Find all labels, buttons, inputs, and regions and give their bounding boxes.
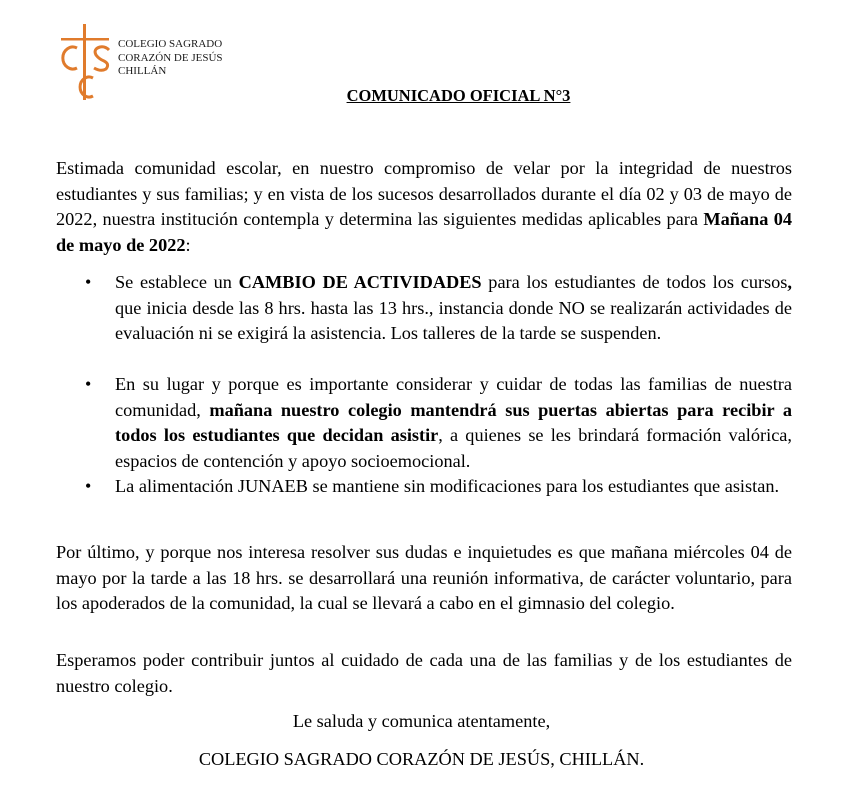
bullet-2-bold: mañana nuestro colegio mantendrá sus puertas abiertas para recibir a todos los estudiantes que decidan asistir <box>115 399 792 445</box>
bullet-icon: • <box>85 374 92 394</box>
closing-greeting <box>0 711 843 732</box>
list-item <box>56 474 792 525</box>
bullet-3-text: La alimentación JUNAEB se mantiene sin modificaciones para los estudiantes que asistan. <box>115 476 780 496</box>
bullet-1-bold: CAMBIO DE ACTIVIDADES <box>238 272 482 292</box>
org-line-2: CORAZÓN DE JESÚS <box>118 51 223 64</box>
bullet-2-pre: En su lugar y porque es importante considerar y cuidar de todas las familias de nuestra comunidad, <box>115 374 792 420</box>
measures-list <box>56 270 792 525</box>
hope-paragraph: Esperamos poder contribuir juntos al cuidado de cada una de las familias y de los estudiantes de nuestro colegio. <box>56 650 792 696</box>
document-title <box>0 86 843 106</box>
bullet-icon: • <box>85 272 92 292</box>
intro-bold-date: Mañana 04 de mayo de 2022 <box>56 209 792 255</box>
bullet-1-pre: Se establece un <box>115 272 239 292</box>
bullet-1-comma: , <box>787 272 792 292</box>
list-item <box>56 372 792 474</box>
bullet-2-post: , a quienes se les brindará formación valórica, espacios de contención y apoyo socioemocional. <box>115 425 792 471</box>
list-item <box>56 270 792 372</box>
intro-text: Estimada comunidad escolar, en nuestro compromiso de velar por la integridad de nuestros estudiantes y sus familias; y en vista de los sucesos desarrollados durante el día 02 y 03 de mayo de 2022, nuestra institución contempla y determina las siguientes medidas aplicables para <box>56 158 792 229</box>
closing-greeting-text: Le saluda y comunica atentamente, <box>292 711 551 731</box>
closing-signature <box>0 749 843 770</box>
org-line-1: COLEGIO SAGRADO <box>118 38 223 50</box>
closing-signature-text: COLEGIO SAGRADO CORAZÓN DE JESÚS, CHILLÁN. <box>198 749 645 769</box>
document-title-text: COMUNICADO OFICIAL N°3 <box>346 86 571 105</box>
organization-name <box>118 38 223 79</box>
bullet-1-mid: para los estudiantes de todos los cursos <box>481 272 788 292</box>
intro-colon: : <box>185 234 191 255</box>
intro-paragraph <box>56 156 792 258</box>
meeting-paragraph: Por último, y porque nos interesa resolver sus dudas e inquietudes es que mañana miércoles 04 de mayo por la tarde a las 18 hrs. se desarrollará una reunión informativa, de carácter voluntario, para los apoderados de la comunidad, la cual se llevará a cabo en el gimnasio del colegio. <box>56 542 792 613</box>
bullet-icon: • <box>85 476 92 496</box>
org-line-3: CHILLÁN <box>118 65 167 77</box>
bullet-1-post: que inicia desde las 8 hrs. hasta las 13 hrs., instancia donde NO se realizarán actividades de evaluación ni se exigirá la asistencia. Los talleres de la tarde se suspenden. <box>115 297 792 343</box>
